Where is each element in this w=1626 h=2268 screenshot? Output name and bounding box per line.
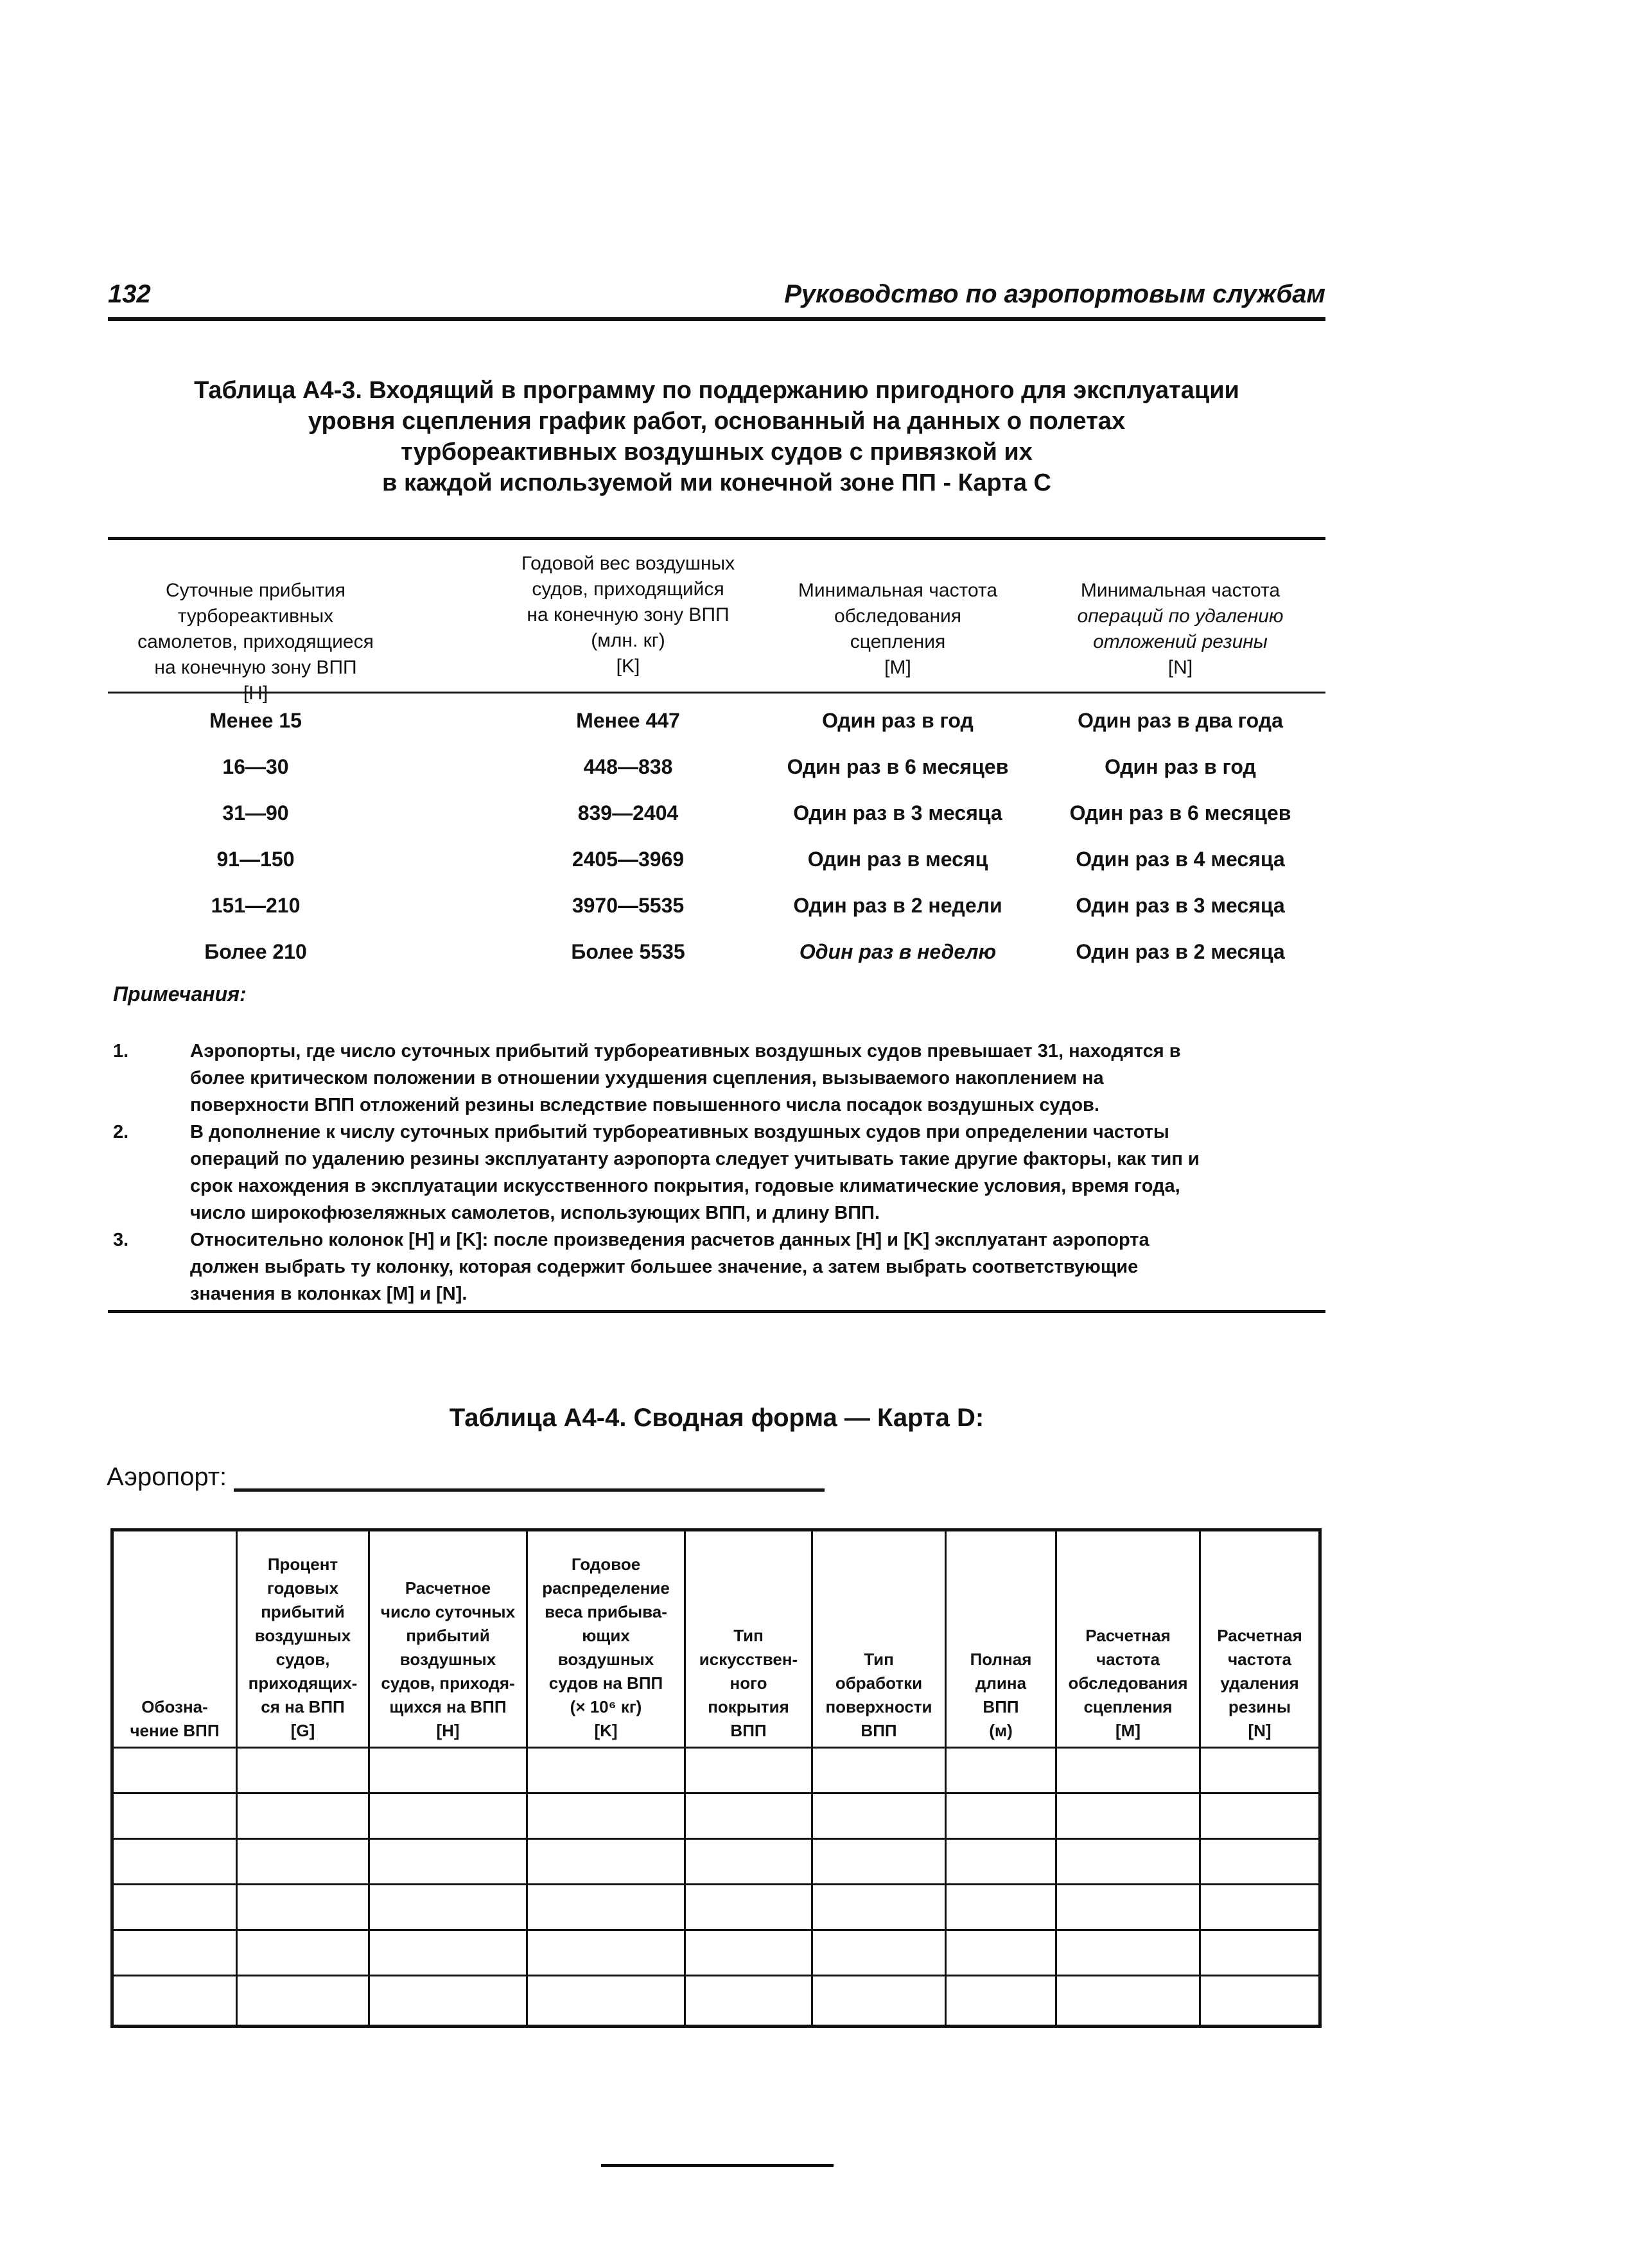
header-line: ВПП	[983, 1697, 1019, 1716]
header-line: Минимальная частота	[1080, 580, 1281, 601]
table-cell: Один раз в 6 месяцев	[787, 755, 1009, 778]
table-cell: 151—210	[211, 894, 301, 917]
table-cell: 31—90	[222, 801, 289, 824]
table-row	[108, 751, 1325, 783]
note-line: число широкофюзеляжных самолетов, использующих ВПП, и длину ВПП.	[190, 1203, 880, 1223]
header-m	[776, 578, 1020, 681]
caption-line: в каждой используемой ми конечной зоне ПП - Карта С	[382, 469, 1051, 496]
header-line: веса прибыва-	[545, 1602, 667, 1621]
header-runway-designation	[114, 1531, 236, 1747]
note-text	[190, 1226, 1320, 1307]
header-line: отложений резины	[1093, 631, 1268, 652]
header-line: частота	[1096, 1650, 1160, 1669]
grid-line	[114, 1883, 1318, 1885]
header-line: [M]	[1115, 1721, 1141, 1740]
footer-rule	[601, 2164, 834, 2167]
header-pavement-type	[686, 1531, 811, 1747]
header-h	[370, 1531, 526, 1747]
table-cell: 16—30	[222, 755, 289, 778]
header-line: Обозна-	[141, 1697, 208, 1716]
header-line: приходящих-	[248, 1673, 358, 1693]
header-line: воздушных	[557, 1650, 654, 1669]
note-line: В дополнение к числу суточных прибытий турбореативных воздушных судов при определении частоты	[190, 1122, 1169, 1142]
header-line: ВПП	[730, 1721, 767, 1740]
header-line: покрытия	[708, 1697, 789, 1716]
caption-line: Таблица А4-3. Входящий в программу по поддержанию пригодного для эксплуатации	[194, 377, 1239, 404]
table-cell: Один раз в 2 недели	[793, 894, 1002, 917]
table-cell: Один раз в 3 месяца	[793, 801, 1002, 824]
table-row	[108, 705, 1325, 737]
header-k	[493, 551, 763, 679]
caption-line: турбореактивных воздушных судов с привязкой их	[401, 439, 1033, 466]
header-line: поверхности	[825, 1697, 932, 1716]
table-cell: Менее 15	[209, 709, 302, 732]
header-line: на конечную зону ВПП	[154, 657, 357, 678]
note-number: 2.	[113, 1122, 129, 1142]
table-cell: 448—838	[583, 755, 673, 778]
header-line: распределение	[542, 1578, 670, 1598]
table-a4-4	[110, 1528, 1322, 2028]
header-line: самолетов, приходящиеся	[137, 631, 374, 652]
note-line: Относительно колонок [H] и [K]: после произведения расчетов данных [H] и [K] эксплуатант аэропорта	[190, 1230, 1150, 1250]
table-cell: Один раз в месяц	[807, 848, 988, 871]
notes-title: Примечания:	[113, 982, 247, 1006]
header-line: чение ВПП	[130, 1721, 220, 1740]
header-n	[1201, 1531, 1318, 1747]
header-line: щихся на ВПП	[389, 1697, 507, 1716]
header-line: обследования	[1068, 1673, 1188, 1693]
table-header	[108, 539, 1325, 704]
header-line: воздушных	[399, 1650, 496, 1669]
page-number: 132	[108, 280, 151, 308]
note-line: значения в колонках [M] и [N].	[190, 1284, 468, 1304]
header-line: ющих	[582, 1626, 630, 1645]
table-cell: Один раз в 2 месяца	[1076, 940, 1285, 963]
header-line: Годовое	[571, 1555, 641, 1574]
table-row	[108, 798, 1325, 830]
header-line: Полная	[970, 1650, 1032, 1669]
header-line: судов,	[275, 1650, 330, 1669]
table-cell: Менее 447	[576, 709, 680, 732]
header-line: Суточные прибытия турбореактивных	[165, 580, 346, 627]
header-runway-length	[947, 1531, 1055, 1747]
airport-label: Аэропорт:	[107, 1463, 227, 1491]
header-line: ного	[730, 1673, 767, 1693]
note-line: срок нахождения в эксплуатации искусственного покрытия, годовые климатические условия, время года,	[190, 1176, 1180, 1196]
header-line: прибытий	[406, 1626, 490, 1645]
header-line: ся на ВПП	[261, 1697, 345, 1716]
header-line: частота	[1228, 1650, 1291, 1669]
header-rule	[108, 317, 1325, 321]
header-n	[1039, 578, 1322, 681]
header-k	[528, 1531, 684, 1747]
table-cell: Более 210	[204, 940, 307, 963]
header-line: Расчетное	[405, 1578, 491, 1598]
header-h	[108, 578, 403, 706]
table-cell: Более 5535	[571, 940, 685, 963]
table-cell: 3970—5535	[572, 894, 685, 917]
header-line: Расчетная	[1217, 1626, 1302, 1645]
grid-line	[114, 1975, 1318, 1976]
header-line: [H]	[436, 1721, 460, 1740]
grid-line	[114, 1838, 1318, 1840]
header-line: Процент	[267, 1555, 338, 1574]
grid-line	[114, 1929, 1318, 1931]
table-cell: 2405—3969	[572, 848, 685, 871]
header-line: Годовой вес воздушных	[521, 553, 735, 574]
header-line: сцепления	[850, 631, 946, 652]
table-row	[108, 936, 1325, 968]
grid-line	[114, 1747, 1318, 1749]
caption-line: уровня сцепления график работ, основанный на данных о полетах	[308, 408, 1126, 435]
header-line: Тип	[733, 1626, 764, 1645]
header-line: резины	[1228, 1697, 1291, 1716]
grid-line	[114, 1792, 1318, 1794]
table-cell: Один раз в год	[1105, 755, 1256, 778]
table-cell: Один раз в два года	[1078, 709, 1283, 732]
header-line: удаления	[1220, 1673, 1299, 1693]
table-cell: 839—2404	[577, 801, 679, 824]
note-text	[190, 1119, 1320, 1226]
header-surface-treatment	[813, 1531, 945, 1747]
table-cell: Один раз в 3 месяца	[1076, 894, 1285, 917]
header-g	[238, 1531, 368, 1747]
note-line: операций по удалению резины эксплуатанту аэропорта следует учитывать такие другие факторы, как тип и	[190, 1149, 1200, 1169]
header-line: (× 10⁶ кг)	[570, 1697, 642, 1716]
header-line: [N]	[1167, 657, 1193, 678]
table-cell: Один раз в 4 месяца	[1076, 848, 1285, 871]
table-row	[108, 890, 1325, 922]
header-line: [K]	[616, 656, 640, 677]
header-line: [G]	[290, 1721, 315, 1740]
header-line: (млн. кг)	[591, 630, 665, 651]
table-row	[108, 844, 1325, 876]
header-line: годовых	[267, 1578, 339, 1598]
table-cell: Один раз в 6 месяцев	[1069, 801, 1291, 824]
header-line: сцепления	[1083, 1697, 1173, 1716]
table-a4-3-caption	[108, 375, 1325, 498]
table-a4-4-caption: Таблица А4-4. Сводная форма — Карта D:	[449, 1404, 984, 1432]
note-line: Аэропорты, где число суточных прибытий турбореативных воздушных судов превышает 31, находятся в	[190, 1041, 1181, 1061]
note-line: поверхности ВПП отложений резины вследствие повышенного числа посадок воздушных судов.	[190, 1095, 1099, 1115]
note-number: 1.	[113, 1041, 129, 1061]
header-m	[1057, 1531, 1199, 1747]
header-line: [N]	[1248, 1721, 1272, 1740]
header-line: прибытий	[261, 1602, 345, 1621]
header-line: длина	[975, 1673, 1027, 1693]
running-header	[108, 280, 1325, 321]
header-line: число суточных	[380, 1602, 516, 1621]
table-cell: Один раз в неделю	[799, 940, 997, 963]
header-line: операций по удалению	[1077, 606, 1284, 627]
note-text	[190, 1038, 1320, 1119]
header-line: воздушных	[254, 1626, 351, 1645]
note-number: 3.	[113, 1230, 129, 1250]
note-line: более критическом положении в отношении ухудшения сцепления, вызываемого накоплением на	[190, 1068, 1104, 1088]
header-line: Расчетная	[1085, 1626, 1171, 1645]
header-line: [K]	[594, 1721, 618, 1740]
running-title: Руководство по аэропортовым службам	[784, 280, 1325, 308]
header-line: ВПП	[861, 1721, 897, 1740]
header-line: судов на ВПП	[548, 1673, 663, 1693]
header-line: на конечную зону ВПП	[527, 604, 730, 625]
header-line: судов, приходя-	[381, 1673, 515, 1693]
table-cell: 91—150	[216, 848, 295, 871]
table-cell: Один раз в год	[822, 709, 974, 732]
header-line: обработки	[835, 1673, 923, 1693]
header-line: искусствен-	[699, 1650, 798, 1669]
header-line: судов, приходящийся	[532, 579, 724, 600]
note-line: должен выбрать ту колонку, которая содержит большее значение, а затем выбрать соответствующие	[190, 1257, 1139, 1277]
table-bottom-rule	[108, 1310, 1325, 1313]
header-line: Тип	[864, 1650, 894, 1669]
header-line: обследования	[834, 606, 962, 627]
header-line: (м)	[989, 1721, 1013, 1740]
header-line: [H]	[243, 683, 268, 704]
airport-fill-line[interactable]	[234, 1488, 825, 1492]
header-line: [M]	[884, 657, 911, 678]
header-line: Минимальная частота	[798, 580, 998, 601]
